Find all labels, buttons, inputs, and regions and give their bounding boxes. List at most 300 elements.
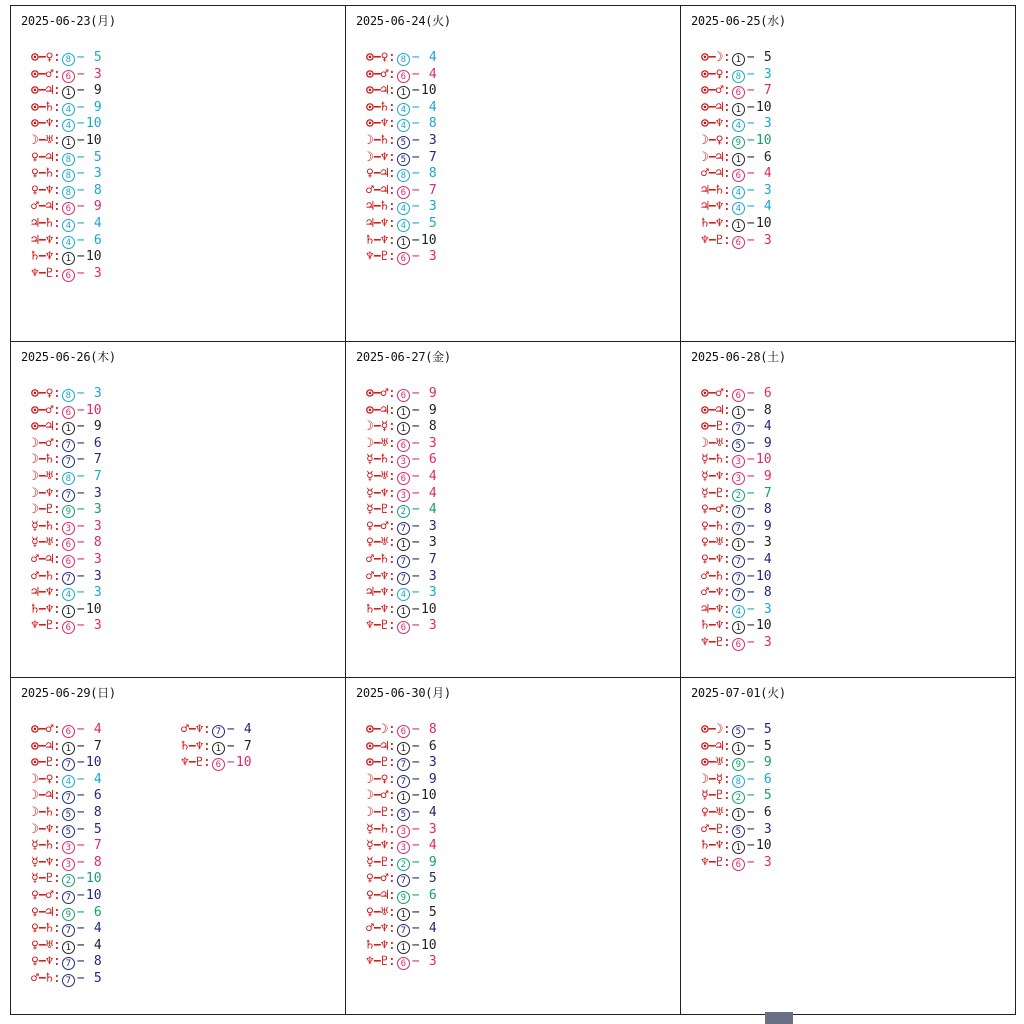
grade-circled-number: 4 xyxy=(732,186,745,199)
aspect-row xyxy=(181,755,252,772)
score-dash: − xyxy=(76,585,85,601)
score-dash: − xyxy=(746,116,755,132)
score-dash: − xyxy=(76,166,85,182)
aspect-score: 6 xyxy=(428,452,437,468)
aspect-score: 5 xyxy=(763,738,772,754)
separator-colon: : xyxy=(722,386,731,401)
planet-pair: ♄−♆ xyxy=(701,215,723,231)
aspect-row xyxy=(366,755,437,772)
grade-circled-number: 3 xyxy=(62,522,75,535)
planet-pair: ♂−♄ xyxy=(701,568,723,584)
planet-pair: ☽−♅ xyxy=(366,435,388,451)
score-dash: − xyxy=(411,887,420,903)
score-dash: − xyxy=(746,166,755,182)
grade-circled-number: 8 xyxy=(732,70,745,83)
aspect-score: 8 xyxy=(763,585,772,601)
aspect-row xyxy=(31,133,102,150)
aspect-score: 4 xyxy=(763,166,772,182)
planet-pair: ♃−♆ xyxy=(366,215,388,231)
separator-colon: : xyxy=(52,452,61,468)
score-dash: − xyxy=(76,871,85,887)
planet-pair: ☽−♅ xyxy=(701,435,723,451)
aspect-score: 10 xyxy=(755,568,772,584)
aspect-score: 3 xyxy=(763,821,772,837)
score-dash: − xyxy=(411,854,420,870)
grade-circled-number: 7 xyxy=(62,572,75,585)
aspect-score: 10 xyxy=(755,618,772,634)
grade-circled-number: 7 xyxy=(62,791,75,804)
aspect-list xyxy=(31,386,102,635)
grade-circled-number: 3 xyxy=(397,825,410,838)
separator-colon: : xyxy=(387,871,396,887)
aspect-score: 3 xyxy=(93,502,102,518)
grade-circled-number: 4 xyxy=(397,588,410,601)
aspect-row xyxy=(31,569,102,586)
planet-pair: ☿−♅ xyxy=(366,468,388,484)
grade-circled-number: 1 xyxy=(397,236,410,249)
day-cell xyxy=(11,678,346,1014)
separator-colon: : xyxy=(52,804,61,820)
planet-pair: ⊙−♃ xyxy=(31,83,53,99)
aspect-row xyxy=(366,116,437,133)
grade-circled-number: 1 xyxy=(732,406,745,419)
aspect-score: 3 xyxy=(428,132,437,148)
planet-pair: ⊙−♅ xyxy=(701,755,723,771)
score-dash: − xyxy=(411,199,420,215)
score-dash: − xyxy=(411,518,420,534)
score-dash: − xyxy=(411,419,420,435)
score-dash: − xyxy=(226,722,235,737)
separator-colon: : xyxy=(387,535,396,551)
grade-circled-number: 4 xyxy=(397,103,410,116)
aspect-row xyxy=(701,618,772,635)
planet-pair: ⊙−♇ xyxy=(31,755,53,771)
planet-pair: ♀−♄ xyxy=(31,921,53,937)
planet-pair: ⊙−♃ xyxy=(366,83,388,99)
grade-circled-number: 6 xyxy=(62,269,75,282)
aspect-score: 8 xyxy=(428,116,437,132)
score-dash: − xyxy=(746,182,755,198)
score-dash: − xyxy=(411,66,420,82)
aspect-row xyxy=(31,50,102,67)
aspect-score: 6 xyxy=(763,804,772,820)
score-dash: − xyxy=(76,821,85,837)
score-dash: − xyxy=(411,921,420,937)
separator-colon: : xyxy=(387,821,396,837)
planet-pair: ♀−♂ xyxy=(366,871,388,887)
separator-colon: : xyxy=(387,771,396,787)
grade-circled-number: 7 xyxy=(62,455,75,468)
grade-circled-number: 1 xyxy=(397,605,410,618)
aspect-score: 7 xyxy=(243,738,252,754)
score-dash: − xyxy=(76,854,85,870)
planet-pair: ♆−♇ xyxy=(366,954,388,970)
planet-pair: ⊙−♀ xyxy=(31,386,53,401)
aspect-row xyxy=(701,569,772,586)
aspect-score: 4 xyxy=(93,921,102,937)
aspect-row xyxy=(701,602,772,619)
aspect-score: 3 xyxy=(93,166,102,182)
planet-pair: ♆−♇ xyxy=(366,618,388,634)
aspect-row xyxy=(366,216,437,233)
aspect-score: 3 xyxy=(763,182,772,198)
separator-colon: : xyxy=(52,232,61,248)
separator-colon: : xyxy=(52,618,61,634)
grade-circled-number: 4 xyxy=(62,236,75,249)
aspect-score: 3 xyxy=(763,535,772,551)
aspect-row xyxy=(701,67,772,84)
separator-colon: : xyxy=(387,585,396,601)
score-dash: − xyxy=(76,838,85,854)
aspect-row xyxy=(366,838,437,855)
grade-circled-number: 8 xyxy=(62,472,75,485)
aspect-score: 9 xyxy=(763,755,772,771)
aspect-score: 7 xyxy=(428,182,437,198)
aspect-row xyxy=(31,469,102,486)
planet-pair: ☿−♆ xyxy=(366,838,388,854)
grade-circled-number: 1 xyxy=(62,941,75,954)
planet-pair: ☿−♄ xyxy=(366,821,388,837)
grade-circled-number: 7 xyxy=(732,522,745,535)
aspect-row xyxy=(366,419,437,436)
grade-circled-number: 4 xyxy=(62,119,75,132)
score-dash: − xyxy=(76,249,85,265)
aspect-score: 8 xyxy=(93,854,102,870)
aspect-score: 9 xyxy=(93,83,102,99)
aspect-score: 8 xyxy=(93,182,102,198)
planet-pair: ♆−♇ xyxy=(366,249,388,265)
planet-pair: ♀−♆ xyxy=(31,182,53,198)
aspect-score: 10 xyxy=(755,99,772,115)
grade-circled-number: 6 xyxy=(397,70,410,83)
score-dash: − xyxy=(746,83,755,99)
planet-pair: ♄−♆ xyxy=(366,601,388,617)
grade-circled-number: 6 xyxy=(62,70,75,83)
aspect-row xyxy=(31,386,102,403)
aspect-score: 6 xyxy=(93,788,102,804)
aspect-row xyxy=(31,855,102,872)
grade-circled-number: 4 xyxy=(732,605,745,618)
aspect-score: 10 xyxy=(85,132,102,148)
aspect-score: 3 xyxy=(93,386,102,401)
planet-pair: ☽−♃ xyxy=(701,149,723,165)
separator-colon: : xyxy=(52,738,61,754)
separator-colon: : xyxy=(52,83,61,99)
grade-circled-number: 1 xyxy=(397,406,410,419)
planet-pair: ⊙−♆ xyxy=(701,116,723,132)
grade-circled-number: 2 xyxy=(62,874,75,887)
planet-pair: ♄−♆ xyxy=(366,232,388,248)
planet-pair: ☽−♂ xyxy=(366,788,388,804)
separator-colon: : xyxy=(722,215,731,231)
grade-circled-number: 9 xyxy=(732,136,745,149)
aspect-score: 4 xyxy=(428,485,437,501)
grade-circled-number: 6 xyxy=(62,538,75,551)
planet-pair: ♀−♃ xyxy=(366,887,388,903)
planet-pair: ♆−♇ xyxy=(701,854,723,870)
planet-pair: ☽−♅ xyxy=(31,468,53,484)
planet-pair: ⊙−♆ xyxy=(366,116,388,132)
planet-pair: ⊙−♃ xyxy=(31,419,53,435)
planet-pair: ⊙−♀ xyxy=(366,50,388,65)
aspect-calendar-grid xyxy=(10,5,1016,1015)
aspect-score: 10 xyxy=(85,887,102,903)
score-dash: − xyxy=(746,601,755,617)
score-dash: − xyxy=(411,585,420,601)
aspect-row xyxy=(366,486,437,503)
aspect-score: 6 xyxy=(428,738,437,754)
score-dash: − xyxy=(411,738,420,754)
aspect-row xyxy=(701,233,772,250)
score-dash: − xyxy=(76,921,85,937)
separator-colon: : xyxy=(722,232,731,248)
day-date-heading: 2025-06-28(土) xyxy=(691,350,786,364)
aspect-row xyxy=(366,183,437,200)
aspect-row xyxy=(701,116,772,133)
planet-pair: ♂−♄ xyxy=(31,970,53,986)
day-cell xyxy=(681,678,1015,1014)
planet-pair: ♀−♃ xyxy=(31,149,53,165)
separator-colon: : xyxy=(52,166,61,182)
aspect-score: 5 xyxy=(93,970,102,986)
planet-pair: ⊙−☽ xyxy=(366,722,388,737)
score-dash: − xyxy=(411,771,420,787)
aspect-score: 6 xyxy=(763,771,772,787)
aspect-score: 3 xyxy=(93,585,102,601)
separator-colon: : xyxy=(52,585,61,601)
aspect-row xyxy=(366,452,437,469)
score-dash: − xyxy=(746,132,755,148)
grade-circled-number: 7 xyxy=(397,522,410,535)
separator-colon: : xyxy=(387,419,396,435)
planet-pair: ☽−♂ xyxy=(31,435,53,451)
separator-colon: : xyxy=(722,468,731,484)
aspect-score: 10 xyxy=(85,601,102,617)
grade-circled-number: 6 xyxy=(397,621,410,634)
separator-colon: : xyxy=(387,722,396,737)
separator-colon: : xyxy=(722,435,731,451)
planet-pair: ☽−♀ xyxy=(701,132,723,148)
score-dash: − xyxy=(411,601,420,617)
aspect-score: 8 xyxy=(93,954,102,970)
separator-colon: : xyxy=(52,182,61,198)
grade-circled-number: 4 xyxy=(397,219,410,232)
grade-circled-number: 7 xyxy=(397,924,410,937)
aspect-row xyxy=(31,67,102,84)
grade-circled-number: 1 xyxy=(732,742,745,755)
separator-colon: : xyxy=(387,804,396,820)
aspect-row xyxy=(366,249,437,266)
separator-colon: : xyxy=(387,452,396,468)
aspect-score: 10 xyxy=(420,83,437,99)
grade-circled-number: 2 xyxy=(732,791,745,804)
grade-circled-number: 1 xyxy=(732,841,745,854)
planet-pair: ☿−♄ xyxy=(31,518,53,534)
separator-colon: : xyxy=(387,215,396,231)
planet-pair: ⊙−♇ xyxy=(701,419,723,435)
score-dash: − xyxy=(76,755,85,771)
score-dash: − xyxy=(76,485,85,501)
separator-colon: : xyxy=(52,887,61,903)
grade-circled-number: 1 xyxy=(62,136,75,149)
grade-circled-number: 2 xyxy=(397,858,410,871)
grade-circled-number: 9 xyxy=(62,908,75,921)
planet-pair: ☽−♀ xyxy=(31,771,53,787)
score-dash: − xyxy=(746,485,755,501)
planet-pair: ♃−♆ xyxy=(701,199,723,215)
separator-colon: : xyxy=(387,551,396,567)
grade-circled-number: 1 xyxy=(732,219,745,232)
score-dash: − xyxy=(746,738,755,754)
score-dash: − xyxy=(76,954,85,970)
grade-circled-number: 9 xyxy=(397,891,410,904)
aspect-score: 9 xyxy=(93,419,102,435)
aspect-score: 4 xyxy=(93,937,102,953)
day-date-heading: 2025-07-01(火) xyxy=(691,686,786,700)
grade-circled-number: 5 xyxy=(732,439,745,452)
grade-circled-number: 6 xyxy=(397,439,410,452)
separator-colon: : xyxy=(722,166,731,182)
aspect-score: 6 xyxy=(763,386,772,401)
score-dash: − xyxy=(746,551,755,567)
separator-colon: : xyxy=(722,132,731,148)
aspect-row xyxy=(701,535,772,552)
separator-colon: : xyxy=(52,468,61,484)
separator-colon: : xyxy=(52,601,61,617)
score-dash: − xyxy=(746,99,755,115)
score-dash: − xyxy=(411,904,420,920)
aspect-row xyxy=(701,635,772,652)
score-dash: − xyxy=(76,50,85,65)
separator-colon: : xyxy=(387,518,396,534)
grade-circled-number: 1 xyxy=(62,422,75,435)
aspect-row xyxy=(31,436,102,453)
score-dash: − xyxy=(76,199,85,215)
score-dash: − xyxy=(76,771,85,787)
grade-circled-number: 6 xyxy=(732,169,745,182)
score-dash: − xyxy=(746,50,755,65)
score-dash: − xyxy=(746,232,755,248)
planet-pair: ♀−♄ xyxy=(31,166,53,182)
aspect-row xyxy=(366,905,437,922)
separator-colon: : xyxy=(52,722,61,737)
score-dash: − xyxy=(411,215,420,231)
score-dash: − xyxy=(746,838,755,854)
aspect-row xyxy=(31,183,102,200)
grade-circled-number: 6 xyxy=(397,252,410,265)
separator-colon: : xyxy=(387,854,396,870)
grade-circled-number: 1 xyxy=(212,742,225,755)
planet-pair: ☿−♇ xyxy=(366,502,388,518)
aspect-row xyxy=(31,166,102,183)
grade-circled-number: 5 xyxy=(397,153,410,166)
score-dash: − xyxy=(76,568,85,584)
separator-colon: : xyxy=(387,99,396,115)
grade-circled-number: 8 xyxy=(732,775,745,788)
aspect-row xyxy=(31,822,102,839)
grade-circled-number: 4 xyxy=(62,219,75,232)
aspect-row xyxy=(31,83,102,100)
aspect-score: 6 xyxy=(93,904,102,920)
aspect-score: 9 xyxy=(763,468,772,484)
planet-pair: ♀−♃ xyxy=(366,166,388,182)
grade-circled-number: 6 xyxy=(732,86,745,99)
score-dash: − xyxy=(76,182,85,198)
score-dash: − xyxy=(746,722,755,737)
separator-colon: : xyxy=(722,485,731,501)
aspect-score: 10 xyxy=(85,755,102,771)
score-dash: − xyxy=(76,722,85,737)
aspect-list xyxy=(701,50,772,249)
grade-circled-number: 1 xyxy=(397,86,410,99)
aspect-score: 10 xyxy=(235,755,252,771)
aspect-score: 10 xyxy=(420,937,437,953)
separator-colon: : xyxy=(52,970,61,986)
separator-colon: : xyxy=(52,249,61,265)
planet-pair: ⊙−♃ xyxy=(366,402,388,418)
aspect-score: 9 xyxy=(93,99,102,115)
aspect-list xyxy=(181,722,252,772)
aspect-score: 5 xyxy=(763,50,772,65)
aspect-score: 4 xyxy=(428,50,437,65)
score-dash: − xyxy=(746,435,755,451)
score-dash: − xyxy=(76,970,85,986)
aspect-score: 7 xyxy=(93,838,102,854)
score-dash: − xyxy=(411,435,420,451)
score-dash: − xyxy=(76,99,85,115)
score-dash: − xyxy=(746,419,755,435)
aspect-row xyxy=(31,585,102,602)
aspect-row xyxy=(31,216,102,233)
separator-colon: : xyxy=(722,634,731,650)
grade-circled-number: 5 xyxy=(62,825,75,838)
aspect-row xyxy=(31,755,102,772)
score-dash: − xyxy=(411,871,420,887)
day-cell xyxy=(346,6,681,342)
separator-colon: : xyxy=(387,116,396,132)
aspect-row xyxy=(366,739,437,756)
score-dash: − xyxy=(746,386,755,401)
separator-colon: : xyxy=(387,937,396,953)
separator-colon: : xyxy=(722,771,731,787)
score-dash: − xyxy=(411,83,420,99)
aspect-list xyxy=(31,722,102,988)
aspect-row xyxy=(366,871,437,888)
separator-colon: : xyxy=(52,568,61,584)
aspect-score: 3 xyxy=(93,618,102,634)
grade-circled-number: 4 xyxy=(62,775,75,788)
grade-circled-number: 8 xyxy=(62,53,75,66)
grade-circled-number: 4 xyxy=(62,588,75,601)
separator-colon: : xyxy=(722,788,731,804)
aspect-score: 4 xyxy=(428,838,437,854)
aspect-score: 3 xyxy=(763,232,772,248)
planet-pair: ⊙−♃ xyxy=(31,738,53,754)
aspect-row xyxy=(366,166,437,183)
aspect-score: 6 xyxy=(763,149,772,165)
aspect-score: 7 xyxy=(763,485,772,501)
aspect-score: 4 xyxy=(428,804,437,820)
aspect-row xyxy=(701,166,772,183)
aspect-score: 9 xyxy=(428,402,437,418)
score-dash: − xyxy=(411,755,420,771)
planet-pair: ♆−♇ xyxy=(31,265,53,281)
score-dash: − xyxy=(411,99,420,115)
grade-circled-number: 3 xyxy=(732,472,745,485)
aspect-score: 4 xyxy=(93,722,102,737)
aspect-row xyxy=(31,838,102,855)
separator-colon: : xyxy=(387,199,396,215)
